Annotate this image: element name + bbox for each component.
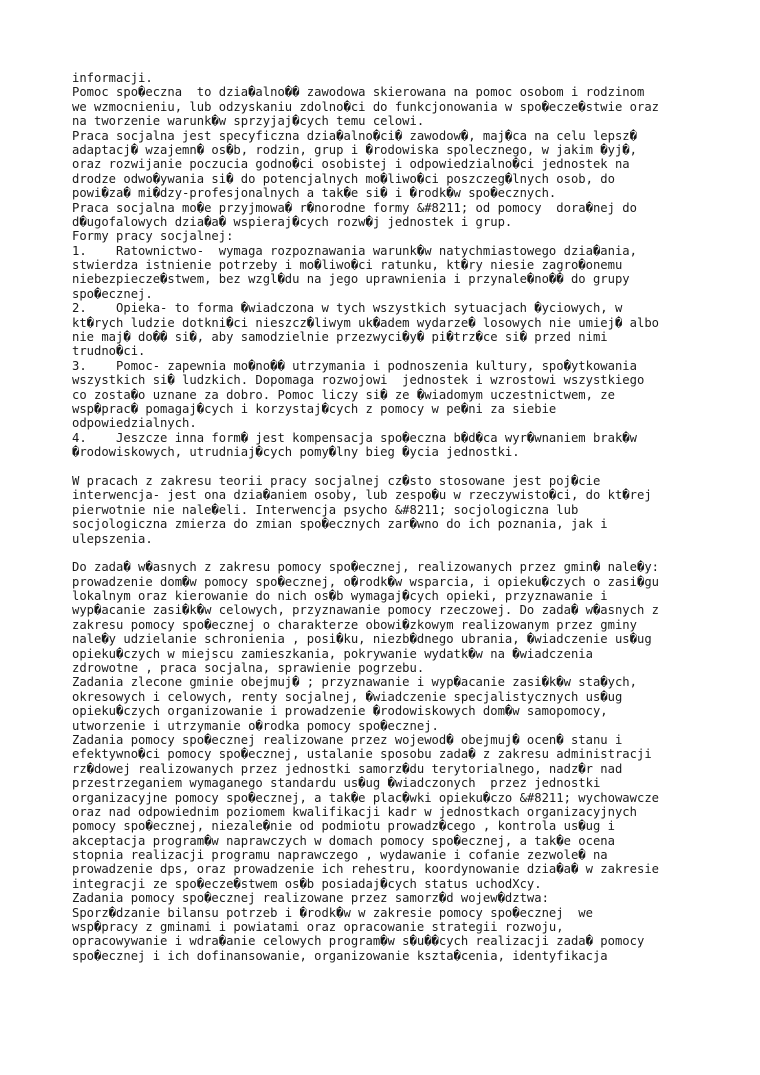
text-line: odpowiedzialnych. [72, 416, 197, 431]
text-line: 3. Pomoc- zapewnia mo�no�� utrzymania i podnoszenia kultury, spo�ytkowania [72, 358, 637, 373]
text-line: nale�y udzielanie schronienia , posi�ku, niezb�dnego ubrania, �wiadczenie us�ug [72, 632, 652, 647]
text-line: Pomoc spo�eczna to dzia�alno�� zawodowa skierowana na pomoc osobom i rodzinom [72, 85, 645, 100]
text-line: trudno�ci. [72, 344, 146, 359]
text-line: Zadania zlecone gminie obejmuj� ; przyznawanie i wyp�acanie zasi�k�w sta�ych, [72, 675, 637, 690]
text-line: Formy pracy socjalnej: [72, 229, 234, 244]
text-line: �rodowiskowych, utrudniaj�cych pomy�lny bieg �ycia jednostki. [72, 445, 520, 460]
text-line: ulepszenia. [72, 531, 153, 546]
text-line: drodze odwo�ywania si� do potencjalnych mo�liwo�ci poszczeg�lnych osob, do [72, 171, 615, 186]
text-line: stopnia realizacji programu naprawczego , wydawanie i cofanie zezwole� na [72, 848, 608, 863]
text-line: wyp�acanie zasi�k�w celowych, przyznawanie pomocy rzeczowej. Do zada� w�asnych z [72, 603, 659, 618]
text-line: efektywno�ci pomocy spo�ecznej, ustalanie sposobu zada� z zakresu administracji [72, 747, 652, 762]
text-line: oraz nad odpowiednim poziomem kwalifikacji kadr w jednostkach organizacyjnych [72, 804, 637, 819]
text-line: Praca socjalna jest specyficzna dzia�alno�ci� zawodow�, maj�ca na celu lepsz� [72, 128, 637, 143]
text-line: adaptacj� wzajemn� os�b, rodzin, grup i �rodowiska spolecznego, w jakim �yj�, [72, 142, 637, 157]
text-line: prowadzenie dps, oraz prowadzenie ich rehestru, koordynowanie dzia�a� w zakresie [72, 862, 659, 877]
text-line: informacji. [72, 71, 153, 85]
text-line: Praca socjalna mo�e przyjmowa� r�norodne formy &#8211; od pomocy dora�nej do [72, 200, 637, 215]
text-line: okresowych i celowych, renty socjalnej, �wiadczenie specjalistycznych us�ug [72, 689, 623, 704]
text-line: Zadania pomocy spo�ecznej realizowane przez samorz�d wojew�dztwa: [72, 891, 549, 906]
text-line: d�ugofalowych dzia�a� wspieraj�cych rozw�j jednostek i grup. [72, 214, 513, 229]
text-line: kt�rych ludzie dotkni�ci nieszcz�liwym uk�adem wydarze� losowych nie umiej� albo [72, 315, 659, 330]
text-line: na tworzenie warunk�w sprzyjaj�cych temu celowi. [72, 114, 425, 129]
text-line: integracji ze spo�ecze�stwem os�b posiadaj�cych status uchodXcy. [72, 876, 542, 891]
text-line: Zadania pomocy spo�ecznej realizowane przez wojewod� obejmuj� ocen� stanu i [72, 732, 623, 747]
text-line: spo�ecznej. [72, 286, 153, 301]
text-line: opieku�czych w miejscu zamieszkania, pokrywanie wydatk�w na �wiadczenia [72, 646, 593, 661]
text-line: pomocy spo�ecznej, niezale�nie od podmiotu prowadz�cego , kontrola us�ug i [72, 819, 615, 834]
text-line: opracowywanie i wdra�anie celowych program�w s�u��cych realizacji zada� pomocy [72, 934, 645, 949]
text-line: opieku�czych organizowanie i prowadzenie �rodowiskowych dom�w samopomocy, [72, 704, 608, 719]
text-line: wsp�pracy z gminami i powiatami oraz opracowanie strategii rozwoju, [72, 920, 564, 935]
text-line: powi�za� mi�dzy-profesjonalnych a tak�e si� i �rodk�w spo�ecznych. [72, 186, 557, 201]
text-line: co zosta�o uznane za dobro. Pomoc liczy si� ze �wiadomym uczestnictwem, ze [72, 387, 615, 402]
blank-line [72, 460, 752, 474]
text-line: socjologiczna zmierza do zmian spo�ecznych zar�wno do ich poznania, jak i [72, 517, 608, 532]
text-line: przestrzeganiem wymaganego standardu us�ug �wiadczonych przez jednostki [72, 776, 601, 791]
text-line: wszystkich si� ludzkich. Dopomaga rozwojowi jednostek i wzrostowi wszystkiego [72, 373, 645, 388]
blank-line [72, 546, 752, 560]
text-line: oraz rozwijanie poczucia godno�ci osobistej i odpowiedzialno�ci jednostek na [72, 157, 630, 172]
text-line: 2. Opieka- to forma �wiadczona w tych wszystkich sytuacjach �yciowych, w [72, 301, 623, 316]
text-line: lokalnym oraz kierowanie do nich os�b wymagaj�cych opieki, przyznawanie i [72, 589, 608, 604]
text-line: zdrowotne , praca socjalna, sprawienie pogrzebu. [72, 661, 425, 676]
text-line: organizacyjne pomocy spo�ecznej, a tak�e plac�wki opieku�czo &#8211; wychowawcze [72, 790, 659, 805]
text-line: pierwotnie nie nale�eli. Interwencja psycho &#8211; socjologiczna lub [72, 502, 579, 517]
text-line: W pracach z zakresu teorii pracy socjalnej cz�sto stosowane jest poj�cie [72, 473, 601, 488]
text-line: we wzmocnieniu, lub odzyskaniu zdolno�ci do funkcjonowania w spo�ecze�stwie oraz [72, 99, 659, 114]
text-line: prowadzenie dom�w pomocy spo�ecznej, o�rodk�w wsparcia, i opieku�czych o zasi�gu [72, 574, 659, 589]
text-line: 4. Jeszcze inna form� jest kompensacja spo�eczna b�d�ca wyr�wnaniem brak�w [72, 430, 637, 445]
text-line: zakresu pomocy spo�ecznej o charakterze obowi�zkowym realizowanym przez gminy [72, 617, 637, 632]
text-line: niebezpiecze�stwem, bez wzgl�du na jego uprawnienia i przynale�no�� do grupy [72, 272, 630, 287]
text-line: Do zada� w�asnych z zakresu pomocy spo�ecznej, realizowanych przez gmin� nale�y: [72, 560, 659, 575]
text-line: nie maj� do�� si�, aby samodzielnie przezwyci�y� pi�trz�ce si� przed nimi [72, 330, 608, 345]
text-line: Sporz�dzanie bilansu potrzeb i �rodk�w w zakresie pomocy spo�ecznej we [72, 905, 593, 920]
document-page [72, 71, 752, 963]
text-line: utworzenie i utrzymanie o�rodka pomocy spo�ecznej. [72, 718, 439, 733]
text-line: rz�dowej realizowanych przez jednostki samorz�du terytorialnego, nadz�r nad [72, 761, 623, 776]
text-line: wsp�prac� pomagaj�cych i korzystaj�cych z pomocy w pe�ni za siebie [72, 401, 557, 416]
text-line: 1. Ratownictwo- wymaga rozpoznawania warunk�w natychmiastowego dzia�ania, [72, 243, 637, 258]
text-line: spo�ecznej i ich dofinansowanie, organizowanie kszta�cenia, identyfikacja [72, 948, 608, 963]
text-line: akceptacja program�w naprawczych w domach pomocy spo�ecznej, a tak�e ocena [72, 833, 615, 848]
text-line: stwierdza istnienie potrzeby i mo�liwo�ci ratunku, kt�ry niesie zagro�onemu [72, 258, 623, 273]
text-line: interwencja- jest ona dzia�aniem osoby, lub zespo�u w rzeczywisto�ci, do kt�rej [72, 488, 652, 503]
